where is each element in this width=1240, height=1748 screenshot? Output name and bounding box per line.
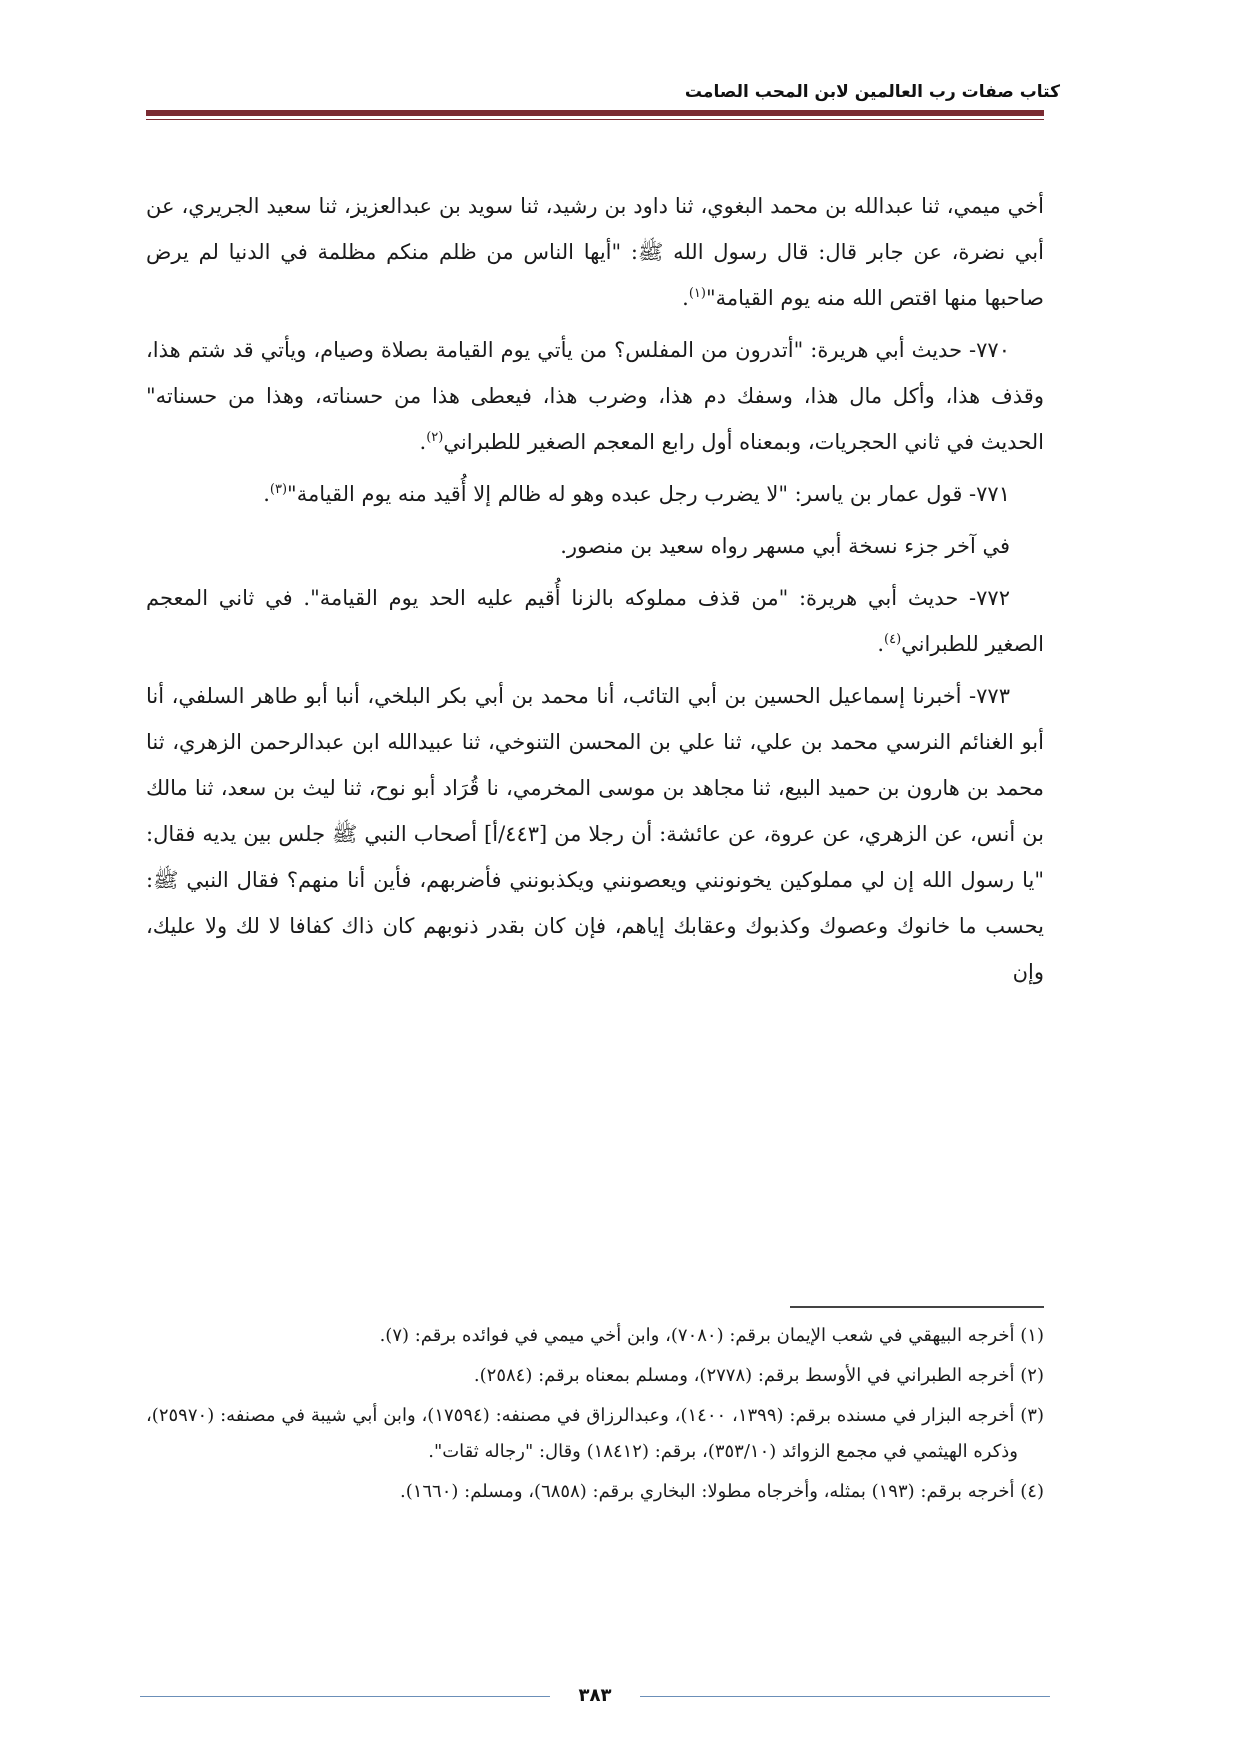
paragraph-771-end: . (263, 482, 270, 506)
footnote-ref-1[interactable]: (١) (688, 286, 706, 301)
footnotes (146, 1318, 1044, 1514)
paragraph-770-end: . (419, 430, 427, 454)
footnote-separator (790, 1306, 1044, 1308)
paragraph-773 (146, 673, 1044, 995)
running-header-title: كتاب صفات رب العالمين لابن المحب الصامت (684, 82, 1060, 102)
header-rule (146, 110, 1044, 116)
paragraph-772-end: . (877, 632, 884, 656)
paragraph-1 (146, 183, 1044, 321)
paragraph-771 (146, 471, 1044, 517)
footer-rule-right (640, 1696, 1050, 1697)
paragraph-770-text: ٧٧٠- حديث أبي هريرة: "أتدرون من المفلس؟ من يأتي يوم القيامة بصلاة وصيام، ويأتي قد شتم هذا، وقذف هذا، وأكل مال هذا، وسفك دم هذا، وضرب هذا، فيعطى هذا من حسناته، وهذا من حسناته" الحديث في ثاني الحجريات، وبمعناه أول رابع المعجم الصغير للطبراني (146, 338, 1044, 454)
paragraph-772 (146, 575, 1044, 667)
paragraph-771-note-text: في آخر جزء نسخة أبي مسهر رواه سعيد بن منصور. (560, 534, 1010, 558)
footnote-2: (٢) أخرجه الطبراني في الأوسط برقم: (٢٧٧٨)، ومسلم بمعناه برقم: (٢٥٨٤). (473, 1365, 1044, 1386)
header-rule-thin (146, 119, 1044, 120)
footnote-ref-4[interactable]: (٤) (884, 632, 902, 647)
footnote-1: (١) أخرجه البيهقي في شعب الإيمان برقم: (٧٠٨٠)، وابن أخي ميمي في فوائده برقم: (٧). (379, 1325, 1044, 1346)
paragraph-771-note (146, 523, 1044, 569)
paragraph-772-text: ٧٧٢- حديث أبي هريرة: "من قذف مملوكه بالزنا أُقيم عليه الحد يوم القيامة". في ثاني المعجم الصغير للطبراني (146, 586, 1044, 656)
main-text-body (146, 183, 1044, 1001)
paragraph-770 (146, 327, 1044, 465)
page-number: ٣٨٣ (578, 1685, 612, 1706)
footnote-3: (٣) أخرجه البزار في مسنده برقم: (١٣٩٩، ١٤٠٠)، وعبدالرزاق في مصنفه: (١٧٥٩٤)، وابن أبي شيبة في مصنفه: (٢٥٩٧٠)، وذكره الهيثمي في مجمع الزوائد (٣٥٣/١٠)، برقم: (١٨٤١٢) وقال: "رجاله ثقات". (146, 1405, 1044, 1462)
paragraph-1-end: . (682, 286, 689, 310)
footnote-ref-2[interactable]: (٢) (426, 430, 444, 445)
paragraph-771-text: ٧٧١- قول عمار بن ياسر: "لا يضرب رجل عبده وهو له ظالم إلا أُقيد منه يوم القيامة" (287, 482, 1010, 506)
footnote-4: (٤) أخرجه برقم: (١٩٣) بمثله، وأخرجاه مطولا: البخاري برقم: (٦٨٥٨)، ومسلم: (١٦٦٠). (399, 1481, 1044, 1502)
footer-rule-left (140, 1696, 550, 1697)
footnote-ref-3[interactable]: (٣) (269, 482, 288, 497)
paragraph-1-text: أخي ميمي، ثنا عبدالله بن محمد البغوي، ثنا داود بن رشيد، ثنا سويد بن عبدالعزيز، ثنا سعيد الجريري، عن أبي نضرة، عن جابر قال: قال رسول الله ﷺ: "أيها الناس من ظلم منكم مظلمة في الدنيا لم يرض صاحبها منها اقتص الله منه يوم القيامة" (146, 194, 1044, 310)
paragraph-773-text: ٧٧٣- أخبرنا إسماعيل الحسين بن أبي التائب، أنا محمد بن أبي بكر البلخي، أنبا أبو طاهر السلفي، أنا أبو الغنائم النرسي محمد بن علي، ثنا علي بن المحسن التنوخي، ثنا عبيدالله ابن عبدالرحمن الزهري، ثنا محمد بن هارون بن حميد البيع، ثنا مجاهد بن موسى المخرمي، نا قُرَاد أبو نوح، ثنا ليث بن سعد، ثنا مالك بن أنس، عن الزهري، عن عروة، عن عائشة: أن رجلا من [٤٤٣/أ] أصحاب النبي ﷺ جلس بين يديه فقال: "يا رسول الله إن لي مملوكين يخونونني ويعصونني ويكذبونني فأضربهم، فأين أنا منهم؟ فقال النبي ﷺ: يحسب ما خانوك وعصوك وكذبوك وعقابك إياهم، فإن كان بقدر ذنوبهم كان ذاك كفافا لا لك ولا عليك، وإن (146, 684, 1044, 984)
